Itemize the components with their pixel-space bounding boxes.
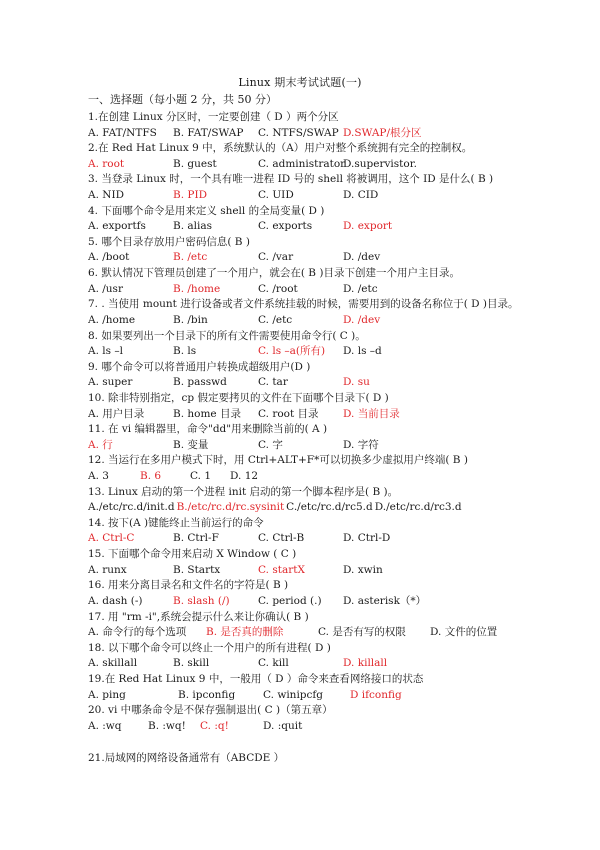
answer-option: C. :q! bbox=[200, 719, 229, 732]
answer-option: B. slash (/) bbox=[173, 594, 230, 607]
option: A. 用户目录 bbox=[88, 407, 145, 420]
question-text: 12. 当运行在多用户模式下时，用 Ctrl+ALT+F*可以切换多少虚拟用户终端( B ) bbox=[88, 454, 468, 467]
question-text: 3. 当登录 Linux 时，一个具有唯一进程 ID 号的 shell 将被调用，这个 ID 是什么( B ) bbox=[88, 173, 494, 186]
answer-option: B. 是否真的删除 bbox=[206, 626, 284, 639]
options-row bbox=[88, 688, 528, 704]
option: A. super bbox=[88, 376, 133, 389]
answer-option: A. root bbox=[88, 157, 125, 170]
answer-option: D. su bbox=[343, 376, 370, 389]
exam-title: Linux 期末考试试题(一) bbox=[238, 76, 362, 89]
option: A. ping bbox=[88, 688, 126, 701]
option: C. exports bbox=[258, 220, 313, 233]
option: A. /home bbox=[88, 313, 136, 326]
answer-option: D. export bbox=[343, 220, 393, 233]
option: A. 3 bbox=[88, 470, 109, 483]
option: D. 12 bbox=[230, 470, 259, 483]
question-text: 15. 下面哪个命令用来启动 X Window ( C ) bbox=[88, 548, 297, 561]
question-text: 4. 下面哪个命令是用来定义 shell 的全局变量( D ) bbox=[88, 204, 325, 217]
option: B. FAT/SWAP bbox=[173, 126, 244, 139]
question-text: 18. 以下哪个命令可以终止一个用户的所有进程( D ) bbox=[88, 641, 331, 654]
option: A. runx bbox=[88, 563, 127, 576]
answer-option: C. startX bbox=[258, 563, 305, 576]
answer-option: A. Ctrl-C bbox=[88, 532, 135, 545]
option: A./etc/rc.d/init.d bbox=[88, 501, 175, 514]
question-text: 9. 哪个命令可以将普通用户转换成超级用户(D ) bbox=[88, 360, 311, 373]
option: B. Ctrl-F bbox=[173, 532, 219, 545]
option: C. winipcfg bbox=[263, 688, 324, 701]
question-text: 2.在 Red Hat Linux 9 中，系统默认的（A）用户对整个系统拥有完全的控制权。 bbox=[88, 142, 473, 155]
answer-option: B. 6 bbox=[140, 470, 162, 483]
option: A. skillall bbox=[88, 657, 138, 670]
question-text: 8. 如果要列出一个目录下的所有文件需要使用命令行( C )。 bbox=[88, 329, 366, 342]
options-row bbox=[88, 157, 528, 173]
options-row bbox=[88, 656, 528, 672]
option: D. ls –d bbox=[343, 345, 382, 358]
option: A. 命令行的每个选项 bbox=[88, 626, 187, 639]
answer-option: B. PID bbox=[173, 189, 208, 202]
option: C. UID bbox=[258, 189, 294, 202]
question-text: 5. 哪个目录存放用户密码信息( B ) bbox=[88, 235, 250, 248]
option: B. home 目录 bbox=[173, 407, 241, 420]
option: C. tar bbox=[258, 376, 288, 389]
question-list bbox=[88, 110, 528, 734]
option: A. /boot bbox=[88, 251, 130, 264]
answer-option: D. killall bbox=[343, 657, 388, 670]
answer-option: D.SWAP/根分区 bbox=[343, 126, 422, 139]
option: C. /root bbox=[258, 282, 298, 295]
options-row bbox=[88, 407, 528, 423]
answer-option: B. /etc bbox=[173, 251, 208, 264]
option: A. /usr bbox=[88, 282, 123, 295]
option: B. passwd bbox=[173, 376, 227, 389]
option: D. 字符 bbox=[343, 438, 379, 451]
option: C. period (.) bbox=[258, 594, 322, 607]
option: D. 文件的位置 bbox=[430, 626, 498, 639]
option: B. ipconfig bbox=[178, 688, 236, 701]
question-text: 1.在创建 Linux 分区时，一定要创建（ D ）两个分区 bbox=[88, 111, 339, 123]
answer-option: D ifconfig bbox=[350, 688, 402, 701]
options-row bbox=[88, 469, 528, 485]
options-row bbox=[88, 282, 528, 298]
option: C./etc/rc.d/rc5.d bbox=[286, 501, 373, 514]
option: C. /etc bbox=[258, 313, 293, 326]
option: D.supervistor. bbox=[343, 157, 417, 170]
question-text: 19.在 Red Hat Linux 9 中，一般用（ D ）命令来查看网络接口的状态 bbox=[88, 672, 424, 685]
option: B. ls bbox=[173, 345, 197, 358]
option: D./etc/rc.d/rc3.d bbox=[374, 501, 462, 514]
option: B. :wq! bbox=[148, 719, 186, 732]
options-row bbox=[88, 313, 528, 329]
option: A. ls –l bbox=[88, 345, 123, 358]
option: B. alias bbox=[173, 220, 213, 233]
question-text: 13. Linux 启动的第一个进程 init 启动的第一个脚本程序是( B )。 bbox=[88, 485, 399, 498]
option: C. 字 bbox=[258, 438, 283, 451]
section-title: 一、选择题（每小题 2 分，共 50 分） bbox=[88, 93, 277, 106]
option: A. :wq bbox=[88, 719, 122, 732]
option: A. NID bbox=[88, 189, 125, 202]
option: D. CID bbox=[343, 189, 379, 202]
option: B. skill bbox=[173, 657, 210, 670]
options-row bbox=[88, 438, 528, 454]
question-text: 14. 按下(A )键能终止当前运行的命令 bbox=[88, 516, 264, 529]
option: D. xwin bbox=[343, 563, 383, 576]
options-row bbox=[88, 219, 528, 235]
option: B. guest bbox=[173, 157, 217, 170]
options-row bbox=[88, 344, 528, 360]
answer-option: C. ls –a(所有) bbox=[258, 345, 326, 358]
option: B. /bin bbox=[173, 313, 208, 326]
options-row bbox=[88, 375, 528, 391]
question-text: 10. 除非特别指定，cp 假定要拷贝的文件在下面哪个目录下( D ) bbox=[88, 391, 389, 404]
options-row bbox=[88, 594, 528, 610]
option: C. root 目录 bbox=[258, 407, 319, 420]
question-text: 6. 默认情况下管理员创建了一个用户，就会在( B )目录下创建一个用户主目录。 bbox=[88, 267, 460, 280]
option: C. administrator bbox=[258, 157, 346, 170]
option: B. Startx bbox=[173, 563, 221, 576]
question-text: 16. 用来分离目录名和文件名的字符是( B ) bbox=[88, 579, 289, 592]
option: C. 是否有写的权限 bbox=[318, 626, 406, 639]
option: C. NTFS/SWAP bbox=[258, 126, 339, 139]
options-row bbox=[88, 188, 528, 204]
option: C. /var bbox=[258, 251, 294, 264]
options-row bbox=[88, 531, 528, 547]
options-row bbox=[88, 250, 528, 266]
answer-option: D. /dev bbox=[343, 313, 381, 326]
question-text: 11. 在 vi 编辑器里，命令"dd"用来删除当前的( A ) bbox=[88, 423, 328, 436]
answer-option: B. /home bbox=[173, 282, 221, 295]
answer-option: D. 当前目录 bbox=[343, 407, 400, 420]
options-row bbox=[88, 625, 528, 641]
question-text: 20. vi 中哪条命令是不保存强制退出( C )（第五章） bbox=[88, 704, 333, 717]
options-row bbox=[88, 126, 528, 142]
option: D. /dev bbox=[343, 251, 381, 264]
option: D. Ctrl-D bbox=[343, 532, 391, 545]
option: A. exportfs bbox=[88, 220, 146, 233]
option: C. kill bbox=[258, 657, 289, 670]
answer-option: B./etc/rc.d/rc.sysinit bbox=[176, 501, 285, 514]
options-row bbox=[88, 563, 528, 579]
options-row bbox=[88, 719, 528, 735]
question-text: 7. . 当使用 mount 进行设备或者文件系统挂载的时候，需要用到的设备名称位于( D )目录。 bbox=[88, 298, 519, 311]
option: D. /etc bbox=[343, 282, 378, 295]
option: C. 1 bbox=[190, 470, 212, 483]
option: B. 变量 bbox=[173, 438, 209, 451]
option: D. :quit bbox=[263, 719, 303, 732]
answer-option: A. 行 bbox=[88, 438, 113, 451]
option: D. asterisk（*） bbox=[343, 594, 427, 607]
options-row bbox=[88, 500, 528, 516]
question-21: 21.局域网的网络设备通常有（ABCDE ） bbox=[88, 752, 285, 764]
question-text: 17. 用 "rm -i",系统会提示什么来让你确认( B ) bbox=[88, 610, 309, 623]
option: C. Ctrl-B bbox=[258, 532, 305, 545]
option: A. FAT/NTFS bbox=[88, 126, 157, 139]
option: A. dash (-) bbox=[88, 594, 143, 607]
